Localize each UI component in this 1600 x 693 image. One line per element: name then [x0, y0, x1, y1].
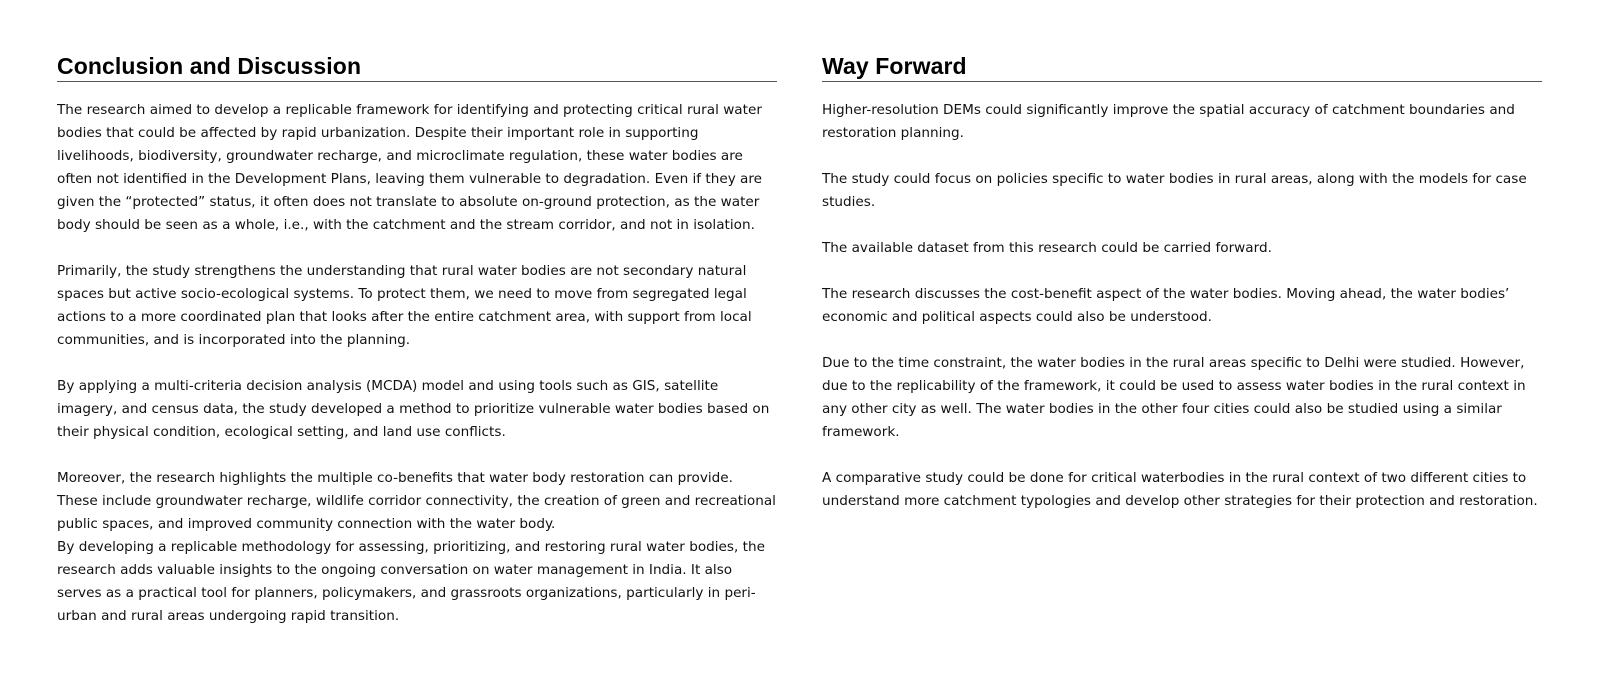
- conclusion-paragraph-5: By developing a replicable methodology for assessing, prioritizing, and restoring rural water bodies, the research adds valuable insights to the ongoing conversation on water management in India. It also serves as a practical tool for planners, policymakers, and grassroots organizations, particularly in peri-urban and rural areas undergoing rapid transition.: [57, 539, 765, 624]
- conclusion-paragraph-1: The research aimed to develop a replicable framework for identifying and protecting critical rural water bodies that could be affected by rapid urbanization. Despite their important role in supporting livelihoods, biodiversity, groundwater recharge, and microclimate regulation, these water bodies are often not identified in the Development Plans, leaving them vulnerable to degradation. Even if they are given the “protected” status, it often does not translate to absolute on-ground protection, as the water body should be seen as a whole, i.e., with the catchment and the stream corridor, and not in isolation.: [57, 102, 763, 233]
- conclusion-heading: Conclusion and Discussion: [57, 52, 777, 82]
- way-forward-section: [822, 52, 1542, 513]
- way-forward-paragraph-1: Higher-resolution DEMs could significantly improve the spatial accuracy of catchment boundaries and restoration planning.: [822, 102, 1515, 141]
- conclusion-paragraph-2: Primarily, the study strengthens the understanding that rural water bodies are not secondary natural spaces but active socio-ecological systems. To protect them, we need to move from segregated legal actions to a more coordinated plan that looks after the entire catchment area, with support from local communities, and is incorporated into the planning.: [57, 263, 752, 348]
- conclusion-paragraph-4: Moreover, the research highlights the multiple co-benefits that water body restoration can provide. These include groundwater recharge, wildlife corridor connectivity, the creation of green and recreational public spaces, and improved community connection with the water body.: [57, 470, 776, 532]
- conclusion-paragraph-3: By applying a multi-criteria decision analysis (MCDA) model and using tools such as GIS, satellite imagery, and census data, the study developed a method to prioritize vulnerable water bodies based on their physical condition, ecological setting, and land use conflicts.: [57, 378, 770, 440]
- way-forward-heading: Way Forward: [822, 52, 1542, 82]
- way-forward-paragraph-4: The research discusses the cost-benefit aspect of the water bodies. Moving ahead, the water bodies’ economic and political aspects could also be understood.: [822, 286, 1510, 325]
- conclusion-section: [57, 52, 777, 628]
- way-forward-paragraph-6: A comparative study could be done for critical waterbodies in the rural context of two different cities to understand more catchment typologies and develop other strategies for their protection and restoration.: [822, 470, 1538, 509]
- way-forward-paragraph-3: The available dataset from this research could be carried forward.: [822, 240, 1272, 256]
- way-forward-paragraph-5: Due to the time constraint, the water bodies in the rural areas specific to Delhi were studied. However, due to the replicability of the framework, it could be used to assess water bodies in the rural context in any other city as well. The water bodies in the other four cities could also be studied using a similar framework.: [822, 355, 1526, 440]
- way-forward-paragraph-2: The study could focus on policies specific to water bodies in rural areas, along with the models for case studies.: [822, 171, 1527, 210]
